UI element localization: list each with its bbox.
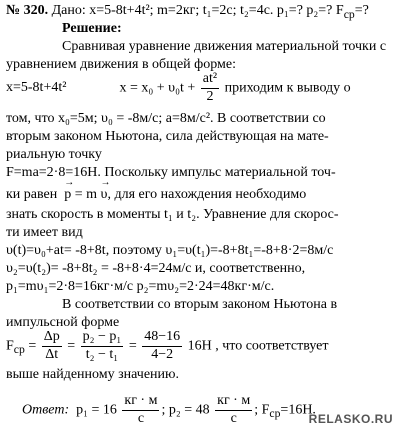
impulse-rest: , для его нахождения необходимо — [107, 187, 307, 202]
fraction-denominator: 2 — [206, 88, 214, 104]
text-line-5: вторым законом Ньютона, сила действующая на мате- — [6, 129, 329, 144]
answer-p1: p₁ = 16 — [76, 402, 117, 418]
text-line-6: риальную точку — [6, 147, 102, 162]
answer-subscript: ср — [269, 407, 281, 421]
fraction-numerator: кг · м — [215, 394, 252, 411]
text-line-4: том, что x₀=5м; υ₀ = -8м/с; a=8м/с². В соответствии со — [6, 111, 326, 126]
fraction-numerator: p₂ − p₁ — [81, 330, 124, 347]
fraction-denominator: с — [230, 410, 237, 426]
text-line-13: p₁=mυ₁=2·8=16кг·м/с p₂=mυ₂=2·24=48кг·м/с. — [6, 279, 275, 294]
force-symbol: F — [6, 338, 14, 354]
equation-line — [6, 72, 351, 104]
equation-tail: приходим к выводу о — [224, 80, 351, 96]
problem-given: Дано: x=5-8t+4t²; m=2кг; t₁=2с; t₂=4с. p₁=? p₂=? F — [51, 3, 344, 18]
fraction-p-t — [81, 330, 124, 362]
answer-end-tail: =16Н. — [280, 402, 316, 418]
impulse-eq: = m — [74, 187, 98, 202]
force-subscript: ср — [13, 343, 25, 357]
force-formula — [6, 330, 329, 362]
text-line-2: уравнением движения в общей форме: — [6, 57, 236, 72]
fraction-numbers — [142, 330, 182, 362]
given-end: =? — [354, 3, 369, 18]
equals-sign: = — [28, 338, 37, 354]
problem-number: № 320. — [6, 3, 49, 18]
fraction-denominator: 4−2 — [151, 346, 174, 362]
unit-fraction-1 — [122, 394, 159, 426]
fraction-numerator: 48−16 — [142, 330, 182, 347]
watermark: RELASKO.RU — [308, 412, 393, 426]
equals-sign: = — [128, 338, 137, 354]
text-line-10: ти имеет вид — [6, 225, 83, 240]
equation-general: x = x₀ + υ₀t + — [119, 80, 196, 96]
impulse-intro: ки равен — [6, 187, 58, 202]
fraction-at2 — [201, 72, 219, 104]
answer-p2: ; p₂ = 48 — [161, 402, 210, 418]
equals-sign: = — [67, 338, 76, 354]
force-tail: 16Н , что соответствует — [187, 338, 329, 354]
fraction-numerator: кг · м — [122, 394, 159, 411]
fraction-denominator: t₂ − t₁ — [85, 346, 119, 362]
text-line-17: выше найденному значению. — [6, 367, 179, 382]
text-line-7: F=ma=2·8=16Н. Поскольку импульс материальной точ- — [6, 165, 336, 180]
answer-end: ; F — [254, 402, 270, 418]
fraction-numerator: Δp — [42, 330, 62, 347]
answer-line — [22, 394, 316, 426]
given-subscript: ср — [343, 7, 355, 21]
solution-heading: Решение: — [62, 21, 122, 36]
problem-statement — [6, 4, 369, 20]
text-line-8 — [6, 188, 306, 202]
answer-label: Ответ: — [22, 402, 70, 418]
equation-given: x=5-8t+4t² — [6, 80, 67, 96]
vector-v: → υ — [101, 188, 108, 202]
fraction-denominator: с — [137, 410, 145, 426]
fraction-denominator: Δt — [45, 346, 59, 362]
text-line-15: импульсной форме — [6, 315, 120, 330]
text-line-9: знать скорость в моменты t₁ и t₂. Уравнение для скорос- — [6, 207, 339, 222]
fraction-numerator: at² — [201, 72, 219, 89]
fraction-dp-dt — [42, 330, 62, 362]
text-line-12: υ₂=υ(t₂)= -8+8t₂ = -8+8·4=24м/с и, соответственно, — [6, 261, 306, 276]
text-line-1: Сравнивая уравнение движения материальной точки с — [62, 39, 387, 54]
vector-p: → p — [64, 188, 71, 202]
text-line-14: В соответствии со вторым законом Ньютона в — [62, 297, 338, 312]
unit-fraction-2 — [215, 394, 252, 426]
text-line-11: υ(t)=υ₀+at= -8+8t, поэтому υ₁=υ(t₁)=-8+8t₁=-8+8·2=8м/с — [6, 243, 334, 258]
